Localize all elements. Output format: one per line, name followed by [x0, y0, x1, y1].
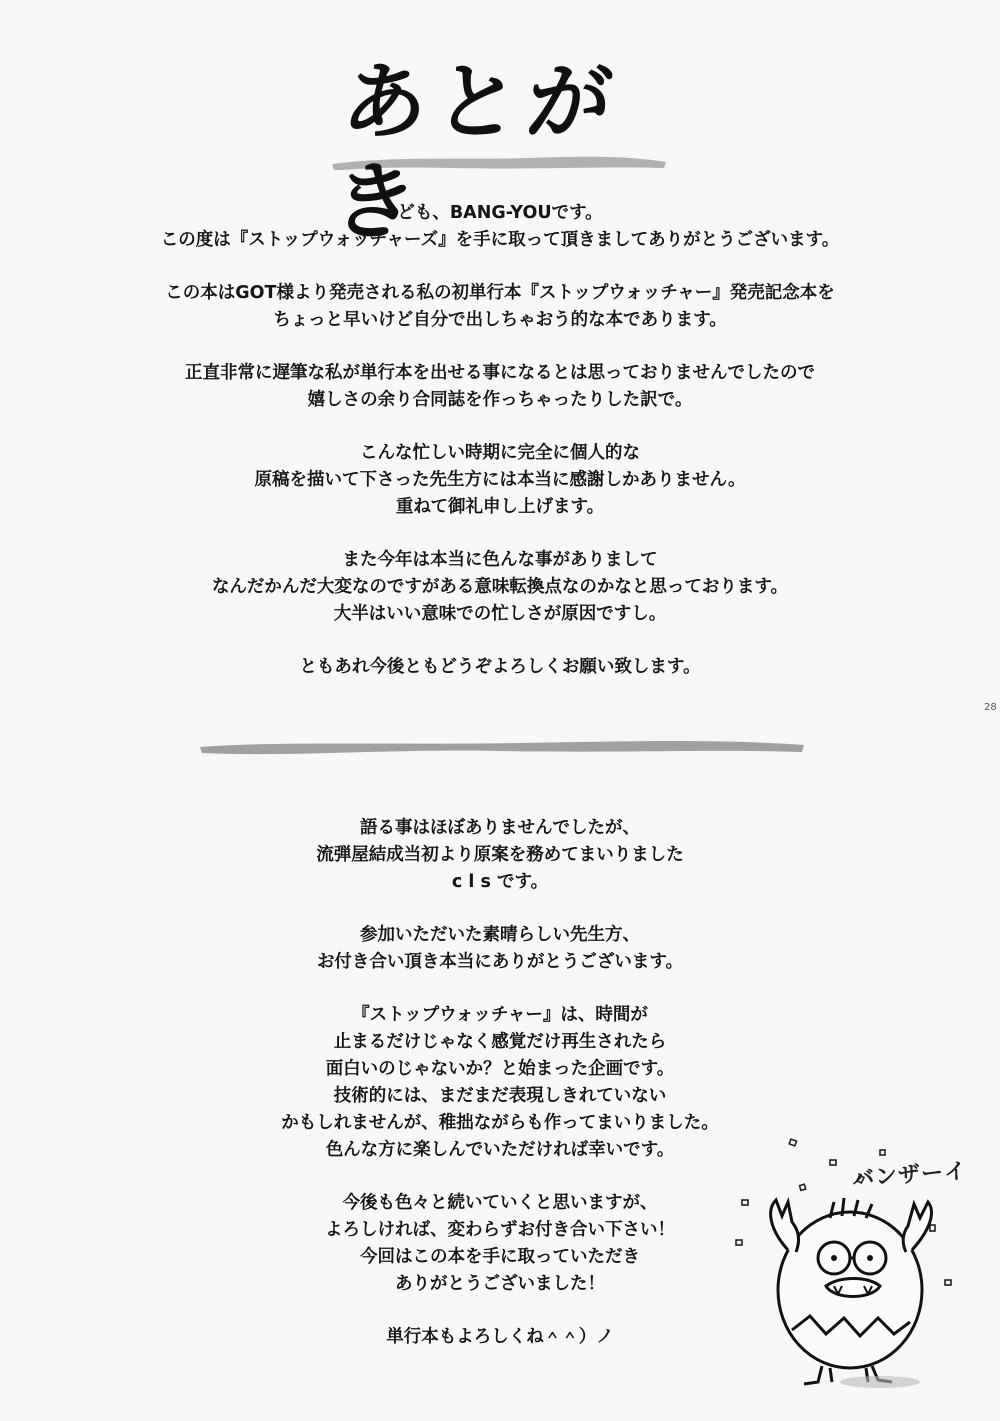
text-line: 語る事はほぼありませんでしたが、 — [360, 818, 640, 838]
text-line: 技術的には、まだまだ表現しきれていない — [333, 1086, 667, 1106]
text-line: ちょっと早いけど自分で出しちゃおう的な本であります。 — [273, 310, 727, 330]
text-line: 『ストップウォッチャー』は、時間が — [352, 1005, 648, 1025]
text-line: 色んな方に楽しんでいただければ幸いです。 — [325, 1140, 675, 1160]
text-line: 参加いただいた素晴らしい先生方、 — [360, 925, 640, 945]
text-line: この本はGOT様より発売される私の初単行本『ストップウォッチャー』発売記念本を — [165, 283, 835, 303]
text-line: ともあれ今後ともどうぞよろしくお願い致します。 — [299, 657, 701, 677]
text-line: お付き合い頂き本当にありがとうございます。 — [316, 952, 684, 972]
text-line: また今年は本当に色んな事がありまして — [342, 550, 658, 570]
paragraph — [0, 654, 1000, 681]
paragraph — [0, 547, 1000, 628]
page-title: あとがき — [327, 52, 625, 251]
text-line: 正直非常に遅筆な私が単行本を出せる事になるとは思っておりませんでしたので — [185, 363, 815, 383]
text-line: c l s です。 — [451, 872, 549, 892]
paragraph — [0, 360, 1000, 414]
paragraph-gap — [0, 976, 1000, 1002]
illustration-caption: バンザーイ — [851, 1159, 968, 1192]
text-line: 今後も色々と続いていくと思いますが、 — [342, 1193, 658, 1213]
section-divider — [198, 735, 808, 765]
author-note-bang-you — [0, 200, 1000, 681]
text-line: よろしければ、変わらずお付き合い下さい！ — [325, 1220, 675, 1240]
text-line: ども、BANG-YOUです。 — [397, 203, 603, 223]
text-line: ありがとうございました！ — [395, 1274, 605, 1294]
page-number: 28 — [984, 702, 997, 713]
text-line: なんだかんだ大変なのですがある意味転換点なのかなと思っております。 — [211, 577, 789, 597]
paragraph-gap — [0, 521, 1000, 547]
text-line: 今回はこの本を手に取っていただき — [360, 1247, 640, 1267]
text-line: 単行本もよろしくね＾＾）ノ — [386, 1327, 614, 1347]
text-line: 流弾屋結成当初より原案を務めてまいりました — [316, 845, 684, 865]
paragraph — [0, 440, 1000, 521]
text-line: 原稿を描いて下さった先生方には本当に感謝しかありません。 — [254, 470, 746, 490]
text-line: 面白いのじゃないか？と始まった企画です。 — [325, 1059, 675, 1079]
paragraph — [0, 815, 1000, 896]
text-line: 嬉しさの余り合同誌を作っちゃったりした訳で。 — [307, 390, 693, 410]
paragraph-gap — [0, 254, 1000, 280]
paragraph — [0, 280, 1000, 334]
paragraph — [0, 922, 1000, 976]
paragraph-gap — [0, 334, 1000, 360]
text-line: この度は『ストップウォッチャーズ』を手に取って頂きましてありがとうございます。 — [160, 230, 840, 250]
text-line: 止まるだけじゃなく感覚だけ再生されたら — [333, 1032, 667, 1052]
paragraph-gap — [0, 414, 1000, 440]
text-line: 大半はいい意味での忙しさが原因ですし。 — [333, 604, 667, 624]
paragraph-gap — [0, 628, 1000, 654]
paragraph — [0, 200, 1000, 254]
text-line: かもしれませんが、稚拙ながらも作ってまいりました。 — [281, 1113, 719, 1133]
text-line: こんな忙しい時期に完全に個人的な — [360, 443, 640, 463]
text-line: 重ねて御礼申し上げます。 — [395, 497, 605, 517]
paragraph-gap — [0, 896, 1000, 922]
